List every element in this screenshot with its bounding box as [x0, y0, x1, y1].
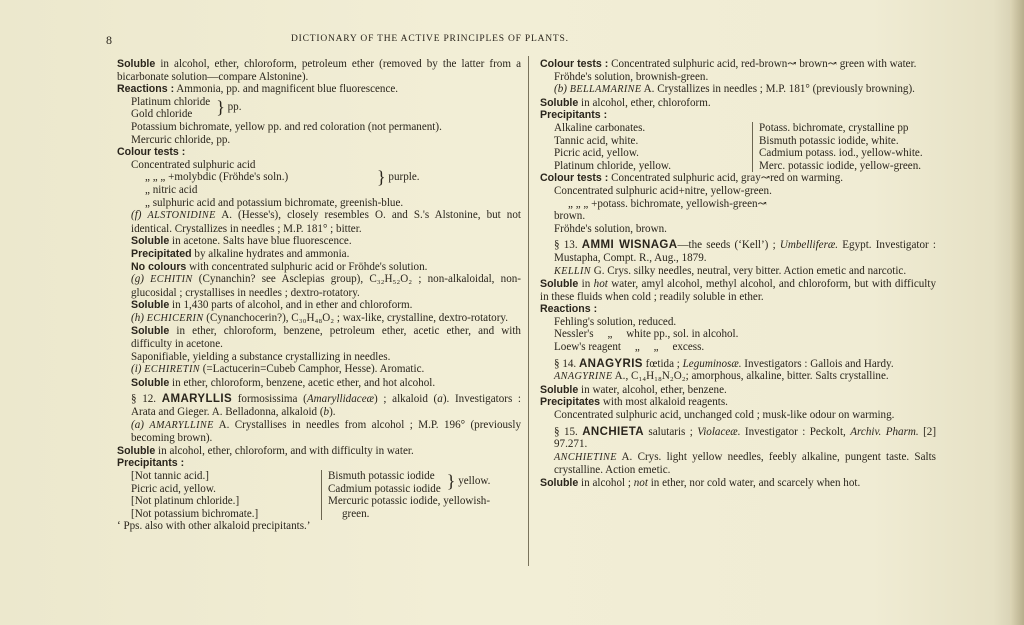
entry-alstonidine — [117, 209, 521, 235]
entry-letter: (a) — [131, 418, 144, 431]
bold-term: Precipitants : — [540, 109, 608, 122]
reagent-group — [117, 96, 521, 121]
precipitants-table — [117, 470, 521, 520]
table-cell: [Not platinum chloride.] — [131, 495, 240, 508]
text: Investigators : Gallois and Hardy. — [744, 357, 894, 370]
text: in 1,430 parts of alcohol, and in ether and chloroform. — [172, 299, 413, 312]
colour-test-group — [117, 159, 521, 197]
text: with concentrated sulphuric acid or Fröhde's solution. — [189, 260, 428, 273]
compound-name: ECHITIN — [150, 274, 193, 286]
text: not — [633, 477, 648, 489]
bold-term: Colour tests : — [540, 172, 609, 185]
text: Egypt. Investigator : Mustapha, Compt. R., Aug., 1879. — [554, 239, 936, 264]
section-title: AMARYLLIS — [161, 393, 233, 406]
table-cell: Tannic acid, white. — [554, 134, 639, 147]
section-anagyris — [540, 358, 936, 371]
reagent-line: Concentrated sulphuric acid+nitre, yellow-green. — [554, 184, 772, 197]
brace: } — [446, 471, 456, 491]
precipitants-table — [540, 122, 936, 172]
reagent-line: Fehling's solution, reduced. — [554, 315, 677, 328]
paragraph — [117, 261, 521, 274]
reagent-line: „ „ „ +potass. bichromate, yellowish-green↝ — [568, 197, 767, 210]
reagent: Concentrated sulphuric acid — [131, 158, 256, 171]
section-amaryllis — [117, 393, 521, 418]
section-anchieta — [540, 426, 936, 451]
compound-name: ALSTONIDINE — [147, 210, 216, 222]
paragraph — [117, 235, 521, 248]
bold-term: Soluble — [131, 299, 170, 312]
entry-anagyrine — [540, 370, 936, 384]
section-number: § 15. — [554, 425, 578, 438]
table-cell: Platinum chloride, yellow. — [554, 159, 671, 172]
bold-term: Soluble — [540, 477, 579, 489]
entry-letter: (b) — [554, 83, 567, 96]
section-number: § 13. — [554, 239, 578, 252]
table-cell: Picric acid, yellow. — [554, 147, 639, 160]
section-ammi — [540, 239, 936, 264]
page-edge — [1010, 0, 1024, 625]
bold-term: Soluble — [131, 376, 170, 389]
bold-term: Soluble — [131, 325, 170, 338]
text: [2] 97.271. — [554, 425, 937, 451]
table-cell: [Not tannic acid.] — [131, 470, 209, 482]
reagent-line: Mercuric chloride, pp. — [131, 133, 231, 146]
paragraph — [540, 278, 936, 303]
reagent-line: „ sulphuric acid and potassium bichromate, greenish-blue. — [145, 196, 404, 209]
entry-anchietine — [540, 451, 936, 477]
text: in acetone. Salts have blue fluorescence. — [172, 235, 352, 248]
text: ). — [329, 406, 336, 419]
paragraph — [540, 58, 936, 71]
entry-letter: (f) — [131, 209, 142, 222]
bold-term: Soluble — [540, 278, 579, 291]
table-cell: green. — [342, 507, 370, 520]
table-cell: Mercuric potassic iodide, yellowish- — [328, 495, 491, 508]
paragraph — [540, 97, 936, 110]
text: —the seeds (‘Kell’) ; — [677, 239, 776, 252]
reagent: Platinum chloride — [131, 95, 211, 108]
bold-term: Soluble — [117, 58, 156, 70]
paragraph — [540, 303, 936, 316]
text: (Cynanchocerin?), C₃₀H₄₈O₂ ; wax-like, crystalline, dextro-rotatory. — [206, 311, 509, 324]
entry-letter: (h) — [131, 311, 144, 324]
table-cell: Potass. bichromate, crystalline pp — [759, 121, 909, 134]
text: ). Investigators : Arata and Gieger. A. Belladonna, alkaloid ( — [131, 393, 522, 419]
table-cell: Picric acid, yellow. — [131, 482, 216, 495]
text: A. Crystallizes in needles ; M.P. 181° (previously browning). — [643, 83, 915, 96]
text: Investigator : Peckolt, — [744, 425, 846, 438]
text: (=Lactucerin=Cubeb Camphor, Hesse). Aromatic. — [202, 363, 425, 376]
paragraph — [117, 58, 521, 83]
paragraph — [117, 457, 521, 470]
paragraph: Concentrated sulphuric acid, unchanged cold ; musk-like odour on warming. — [554, 409, 895, 422]
table-cell: Cadmium potassic iodide — [328, 482, 441, 495]
family-name: Leguminosæ. — [682, 357, 742, 370]
family-name: Violaceæ. — [697, 425, 741, 438]
entry-letter: (i) — [131, 363, 142, 376]
bold-term: Reactions : — [117, 83, 175, 96]
paragraph — [540, 384, 936, 397]
entry-kellin — [540, 265, 936, 279]
table-cell: Bismuth potassic iodide, white. — [759, 134, 899, 147]
column-divider — [528, 56, 529, 566]
family-name: Umbelliferæ. — [779, 239, 839, 252]
paragraph — [117, 445, 521, 458]
reagent-line: Nessler's „ white pp., sol. in alcohol. — [554, 328, 739, 341]
reagent: „ „ „ +molybdic (Fröhde's soln.) — [145, 171, 289, 184]
table-cell: [Not potassium bichromate.] — [131, 507, 259, 520]
paragraph — [117, 299, 521, 312]
running-header — [106, 33, 826, 47]
entry-amarylline — [117, 419, 521, 445]
reagent-line: Loew's reagent „ „ excess. — [554, 341, 705, 354]
result: purple. — [388, 170, 420, 183]
entry-letter: (g) — [131, 273, 144, 286]
paragraph — [117, 83, 521, 96]
bold-term: Precipitated — [131, 247, 192, 260]
bold-term: Reactions : — [540, 303, 598, 316]
compound-name: BELLAMARINE — [569, 84, 642, 96]
page-number: 8 — [106, 33, 113, 47]
journal-reference: Archiv. Pharm. — [850, 425, 919, 438]
text: in ether, nor cold water, and scarcely when hot. — [650, 477, 861, 489]
bold-term: Soluble — [117, 444, 156, 457]
compound-name: KELLIN — [554, 265, 591, 277]
reagent-line: Fröhde's solution, brown. — [554, 222, 667, 235]
table-cell: Alkaline carbonates. — [554, 121, 646, 134]
reagent-line: Potassium bichromate, yellow pp. and red coloration (not permanent). — [131, 120, 442, 133]
reagent: Gold chloride — [131, 108, 193, 121]
text: (Cynanchin? see Asclepias group), C₃₂H₅₂O₂ ; non-alkaloidal, non-glucosidal ; crystallises in needles ; dextro-rotatory. — [131, 273, 522, 299]
text: in — [581, 278, 591, 291]
text: in alcohol ; — [581, 477, 631, 489]
paragraph — [540, 172, 936, 185]
reagent-line: Fröhde's solution, brownish-green. — [554, 70, 709, 83]
paragraph — [117, 146, 521, 159]
paragraph: Saponifiable, yielding a substance crystallizing in needles. — [131, 350, 391, 363]
compound-name: ANCHIETINE — [554, 451, 617, 463]
text: in alcohol, ether, chloroform, petroleum ether (removed by the latter from a bicarbonate solution—compare Alstonine). — [117, 58, 521, 83]
section-title: AMMI WISNAGA — [581, 239, 678, 252]
compound-name: AMARYLLINE — [149, 419, 214, 431]
left-column — [117, 58, 521, 533]
text: A., C₁₄H₁₈N₂O₂; amorphous, alkaline, bitter. Salts crystalline. — [614, 370, 889, 383]
text: G. Crys. silky needles, neutral, very bitter. Action emetic and narcotic. — [593, 264, 907, 277]
family-name: Amaryllidaceæ — [306, 393, 375, 406]
text: ) ; alkaloid ( — [374, 393, 438, 406]
paragraph — [540, 396, 936, 409]
paragraph — [540, 109, 936, 122]
section-number: § 14. — [554, 357, 577, 370]
reagent-line: brown. — [554, 210, 586, 223]
compound-name: ECHICERIN — [146, 312, 204, 324]
bold-term: Soluble — [540, 383, 579, 396]
bold-term: Precipitants : — [117, 457, 185, 470]
table-cell: Merc. potassic iodide, yellow-green. — [759, 159, 922, 172]
bold-term: Colour tests : — [117, 146, 186, 159]
text: salutaris ; — [648, 425, 693, 438]
text: A. (Hesse's), closely resembles O. and S.'s Alstonine, but not identical. Crystallizes in needles ; M.P. 181° ; bitter. — [131, 209, 521, 235]
text: in ether, chloroform, benzene, acetic ether, and hot alcohol. — [172, 376, 436, 389]
section-title: ANAGYRIS — [578, 357, 643, 370]
text: in ether, chloroform, benzene, petroleum ether, acetic ether, and with difficulty in acetone. — [131, 325, 521, 351]
text: in water, alcohol, ether, benzene. — [581, 383, 727, 396]
reagent: „ nitric acid — [145, 183, 198, 196]
paragraph — [540, 477, 936, 490]
table-cell: Cadmium potass. iod., yellow-white. — [759, 147, 923, 160]
footnote: ‘ Pps. also with other alkaloid precipitants.’ — [117, 520, 311, 533]
text: Concentrated sulphuric acid, gray↝red on warming. — [611, 172, 844, 185]
text: a — [437, 393, 443, 406]
text: formosissima ( — [237, 393, 307, 406]
compound-name: ANAGYRINE — [554, 371, 613, 383]
text: water, amyl alcohol, methyl alcohol, and chloroform, but with difficulty in these fluids when cold ; readily soluble in ether. — [540, 278, 936, 303]
bold-term: Soluble — [540, 96, 579, 109]
paragraph — [117, 248, 521, 261]
entry-echitin — [117, 273, 521, 299]
bold-term: No colours — [131, 260, 187, 273]
text: A. Crystallises in needles from alcohol ; M.P. 196° (previously becoming brown). — [131, 418, 521, 445]
text: with most alkaloid reagents. — [602, 396, 728, 409]
entry-bellamarine — [540, 83, 936, 97]
brace: } — [216, 96, 225, 117]
section-number: § 12. — [131, 393, 157, 406]
table-cell: Bismuth potassic iodide — [328, 470, 435, 482]
entry-echicerin — [117, 312, 521, 326]
text: in alcohol, ether, chloroform. — [581, 96, 711, 109]
bold-term: Precipitates — [540, 396, 601, 409]
running-title: DICTIONARY OF THE ACTIVE PRINCIPLES OF PLANTS. — [291, 34, 569, 44]
text: Concentrated sulphuric acid, red-brown↝ brown↝ green with water. — [611, 58, 917, 70]
text: by alkaline hydrates and ammonia. — [194, 247, 350, 260]
brace: } — [377, 166, 386, 187]
text: b — [323, 406, 330, 419]
compound-name: ECHIRETIN — [144, 364, 200, 376]
paragraph — [117, 325, 521, 350]
result: pp. — [227, 100, 242, 113]
table-cell: yellow. — [458, 475, 491, 487]
bold-term: Soluble — [131, 235, 170, 248]
entry-echiretin — [117, 363, 521, 377]
text: Ammonia, pp. and magnificent blue fluorescence. — [176, 83, 399, 96]
right-column — [540, 58, 936, 490]
text: hot — [593, 278, 608, 291]
text: fœtida ; — [645, 357, 680, 370]
bold-term: Colour tests : — [540, 58, 609, 70]
text: in alcohol, ether, chloroform, and with difficulty in water. — [158, 444, 414, 457]
paragraph — [117, 377, 521, 390]
section-title: ANCHIETA — [582, 425, 644, 438]
text: A. Crys. light yellow needles, feebly alkaline, pungent taste. Salts crystalline. Action emetic. — [554, 450, 936, 477]
